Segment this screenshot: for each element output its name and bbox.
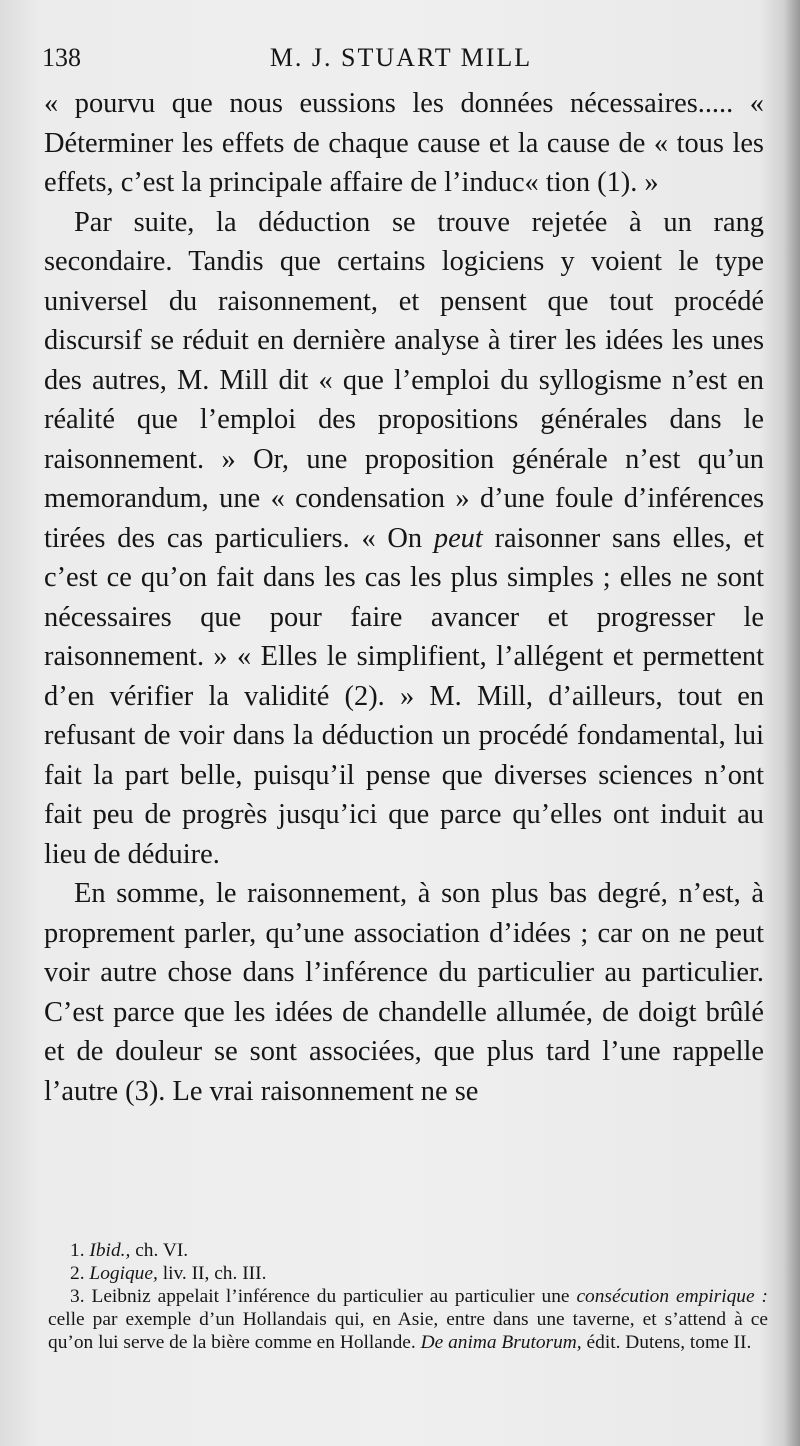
footnote-3-text-a: Leibniz appelait l’inférence du particulier au particulier une: [91, 1286, 570, 1307]
footnote-1: [48, 1239, 768, 1262]
footnote-2: [48, 1262, 768, 1285]
footnote-1-number: 1.: [70, 1240, 85, 1261]
footnote-3: [48, 1285, 768, 1354]
footnote-3-text-c: édit. Dutens, tome II.: [586, 1332, 752, 1353]
page-header: [42, 40, 760, 76]
paragraph-association: En somme, le raisonnement, à son plus bas degré, n’est, à proprement parler, qu’une association d’idées ; car on ne peut voir autre chose dans l’inférence du particulier au particulier. C’est parce que les idées de chandelle allumée, de doigt brûlé et de douleur se sont associées, que plus tard l’une rappelle l’autre (3). Le vrai raisonnement ne se: [44, 878, 764, 1107]
paragraph-deduction-text-b: raisonner sans elles, et c’est ce qu’on fait dans les cas les plus simples ; elles ne sont nécessaires que pour faire avancer et progresser le raisonnement. » « Elles le simplifient, l’allégent et permettent d’en vérifier la validité (2). » M. Mill, d’ailleurs, tout en refusant de voir dans la déduction un procédé fondamental, lui fait la part belle, puisqu’il pense que diverses sciences n’ont fait peu de progrès jusqu’ici que parce qu’elles ont induit au lieu de déduire.: [44, 522, 765, 870]
paragraph-deduction-text-a: Par suite, la déduction se trouve rejetée à un rang secondaire. Tandis que certains logiciens y voient le type universel du raisonnement, et pensent que tout procédé discursif se réduit en dernière analyse à tirer les idées les unes des autres, M. Mill dit « que l’emploi du syllogisme n’est en réalité que l’emploi des propositions générales dans le raisonnement. » Or, une proposition générale n’est qu’un memorandum, une « condensation » d’une foule d’inférences tirées des cas particuliers. « On: [44, 206, 764, 554]
footnote-2-number: 2.: [70, 1263, 85, 1284]
italic-word-peut: peut: [433, 522, 483, 554]
paragraph-quote-continuation: « pourvu que nous eussions les données nécessaires..... « Déterminer les effets de chaque cause et la cause de « tous les effets, c’est la principale affaire de l’induc« tion (1). »: [44, 88, 764, 198]
page-edge-shadow: [784, 0, 800, 1446]
footnote-1-source: Ibid.,: [89, 1240, 131, 1261]
running-head: M. J. STUART MILL: [269, 43, 533, 72]
footnote-2-reference: liv. II, ch. III.: [162, 1263, 267, 1284]
footnote-1-reference: ch. VI.: [135, 1240, 189, 1261]
footnote-2-source: Logique,: [89, 1263, 158, 1284]
footnote-3-text-b: celle par exemple d’un Hollandais qui, en Asie, entre dans une taverne, et s’attend à ce qu’on lui serve de la bière comme en Hollande.: [48, 1309, 768, 1353]
page-number: 138: [42, 43, 81, 72]
footnote-3-italic-b: De anima Brutorum,: [420, 1332, 582, 1353]
main-text: [44, 84, 764, 1111]
footnotes: [48, 1239, 768, 1354]
footnote-3-italic-a: consécution empirique :: [576, 1286, 768, 1307]
paragraph-deduction: [44, 203, 764, 875]
footnote-3-number: 3.: [70, 1286, 85, 1307]
